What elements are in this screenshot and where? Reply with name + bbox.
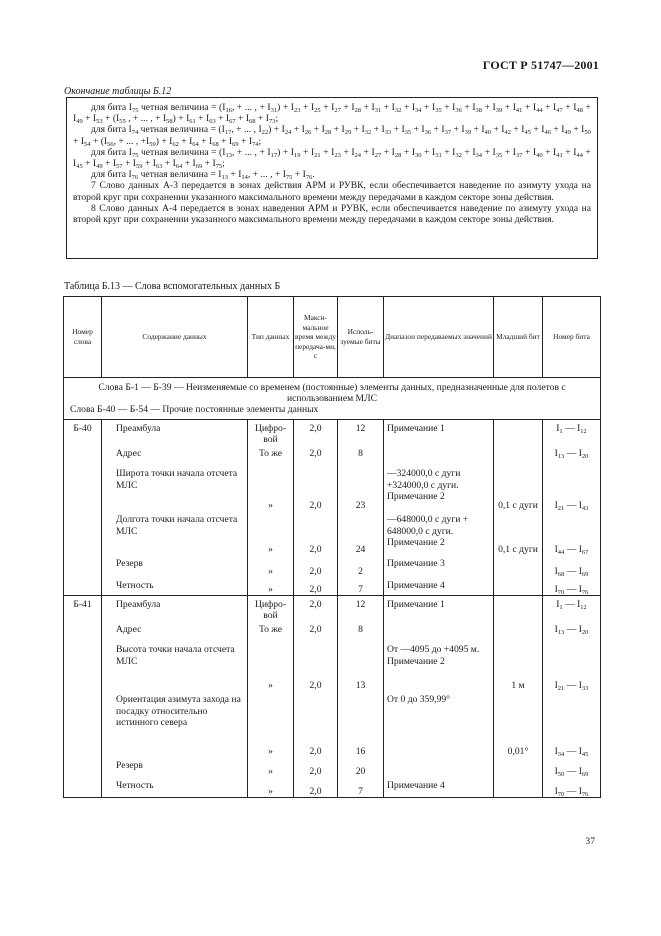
- cell-word-number: [64, 445, 102, 465]
- cell-max-time: 2,0: [294, 445, 338, 465]
- cell-bits-used: 24: [338, 511, 384, 555]
- cell-bits-used: 8: [338, 621, 384, 641]
- table-row: [64, 420, 601, 446]
- cell-lsb: [494, 555, 543, 577]
- cell-word-number: [64, 777, 102, 797]
- cell-type: »: [248, 777, 294, 797]
- cell-bit-number: $I_{13}$ — $I_{20}$: [543, 621, 601, 641]
- cell-content: Четность: [102, 577, 248, 595]
- table-row: [64, 465, 601, 511]
- cell-content: Резерв: [102, 757, 248, 777]
- page-number: 37: [585, 836, 595, 847]
- cell-bits-used: 12: [338, 420, 384, 446]
- cell-range: Примечание 4: [384, 777, 494, 797]
- table-row: [64, 691, 601, 757]
- cell-max-time: 2,0: [294, 511, 338, 555]
- col-lsb: Младший бит: [494, 297, 543, 378]
- cell-bit-number: $I_{34}$ — $I_{45}$: [543, 691, 601, 757]
- cell-word-number: [64, 757, 102, 777]
- cell-type: »: [248, 465, 294, 511]
- cell-bit-number: $I_{68}$ — $I_{69}$: [543, 555, 601, 577]
- cell-max-time: 2,0: [294, 420, 338, 446]
- cell-range: [384, 757, 494, 777]
- cell-range: [384, 621, 494, 641]
- cell-bit-number: $I_{50}$ — $I_{69}$: [543, 757, 601, 777]
- cell-bits-used: 2: [338, 555, 384, 577]
- cell-content: Ориентация азимута захода на посадку относительно истинного севера: [102, 691, 248, 757]
- cell-type: »: [248, 577, 294, 595]
- cell-content: Долгота точки начала отсчета МЛС: [102, 511, 248, 555]
- col-range: Диапазон передаваемых значений: [384, 297, 494, 378]
- cell-bits-used: 13: [338, 641, 384, 691]
- cell-word-number: [64, 465, 102, 511]
- cell-word-number: [64, 621, 102, 641]
- cell-range: Примечание 1: [384, 595, 494, 621]
- table-row: [64, 757, 601, 777]
- parity-line-4: для бита $I_{76}$ четная величина = $I_{13} + I_{14}$, + ... , + $I_{75} + I_{76}$.: [91, 169, 315, 182]
- cell-bit-number: $I_1$ — $I_{12}$: [543, 595, 601, 621]
- table-row: [64, 555, 601, 577]
- table-row: [64, 777, 601, 797]
- cell-bits-used: 12: [338, 595, 384, 621]
- cell-bits-used: 20: [338, 757, 384, 777]
- cell-range: От 0 до 359,99°: [384, 691, 494, 757]
- table-row: [64, 511, 601, 555]
- cell-lsb: [494, 577, 543, 595]
- cell-bit-number: $I_{70}$ — $I_{76}$: [543, 577, 601, 595]
- cell-type: »: [248, 555, 294, 577]
- cell-max-time: 2,0: [294, 757, 338, 777]
- cell-type: »: [248, 641, 294, 691]
- table-row: [64, 577, 601, 595]
- note-7: 7 Слово данных А-3 передается в зонах действия АРМ и РУВК, если обеспечивается наведение по азимуту ухода на второй круг при сохранении указанного максимального времени между передачами в каждом секторе зоны действия.: [73, 180, 591, 203]
- col-bits-used: Исполь-зуемые биты: [338, 297, 384, 378]
- parity-line-3: для бита $I_{75}$ четная величина = ($I_{13}$, + ... , + $I_{17}) + I_{19} + I_{21} + I_{23} + I_{24} + I_{27} + I_{28} + I_{30} + I_{31} + I_{32} + I_{34} + I_{35} + I_{37} + I_{40} + I_{41} + I_{44} + I_{45} + I_{49} + I_{57} + I_{59} + I_{63} + I_{64} + I_{69} + I_{75}$;: [73, 146, 591, 171]
- standard-number: ГОСТ Р 51747—2001: [482, 58, 599, 72]
- cell-bit-number: $I_{21}$ — $I_{43}$: [543, 465, 601, 511]
- cell-max-time: 2,0: [294, 577, 338, 595]
- col-bit-number: Номер бита: [543, 297, 601, 378]
- cell-lsb: [494, 777, 543, 797]
- col-word-number: Номер слова: [64, 297, 102, 378]
- cell-lsb: [494, 595, 543, 621]
- table-row: [64, 641, 601, 691]
- cell-range: Примечание 4: [384, 577, 494, 595]
- cell-lsb: 0,1 с дуги: [494, 511, 543, 555]
- section-row: [64, 378, 601, 420]
- cell-lsb: 1 м: [494, 641, 543, 691]
- cell-max-time: 2,0: [294, 641, 338, 691]
- cell-range: От —4095 до +4095 м. Примечание 2: [384, 641, 494, 691]
- cell-type: Цифро-вой: [248, 420, 294, 446]
- table-continuation-label: Окончание таблицы Б.12: [64, 86, 172, 97]
- cell-word-number: [64, 691, 102, 757]
- cell-bits-used: 7: [338, 577, 384, 595]
- cell-word-number: [64, 555, 102, 577]
- parity-notes-box: [66, 97, 598, 259]
- cell-word-number: [64, 577, 102, 595]
- col-type: Тип данных: [248, 297, 294, 378]
- cell-lsb: 0,1 с дуги: [494, 465, 543, 511]
- col-max-time: Макси-мальное время между передача-ми, с: [294, 297, 338, 378]
- section-heading-1: Слова Б-1 — Б-39 — Неизменяемые со временем (постоянные) элементы данных, предназначенные для полетов с использованием МЛС: [98, 382, 566, 404]
- cell-word-number: Б-40: [64, 420, 102, 446]
- cell-bit-number: $I_{13}$ — $I_{20}$: [543, 445, 601, 465]
- table-row: [64, 445, 601, 465]
- cell-bits-used: 8: [338, 445, 384, 465]
- cell-content: Адрес: [102, 621, 248, 641]
- cell-max-time: 2,0: [294, 595, 338, 621]
- cell-content: Широта точки начала отсчета МЛС: [102, 465, 248, 511]
- table-row: [64, 621, 601, 641]
- cell-content: Резерв: [102, 555, 248, 577]
- cell-word-number: [64, 641, 102, 691]
- cell-max-time: 2,0: [294, 691, 338, 757]
- table-header-row: [64, 297, 601, 378]
- note-8: 8 Слово данных А-4 передается в зонах наведения АРМ и РУВК, если обеспечивается наведение по азимуту ухода на второй круг при сохранении указанного максимального времени между передачами в каждом секторе зоны действия.: [73, 202, 591, 226]
- cell-range: Примечание 1: [384, 420, 494, 446]
- cell-bit-number: $I_{21}$ — $I_{33}$: [543, 641, 601, 691]
- cell-lsb: 0,01°: [494, 691, 543, 757]
- cell-bits-used: 7: [338, 777, 384, 797]
- cell-type: Цифро-вой: [248, 595, 294, 621]
- table-row: [64, 595, 601, 621]
- cell-max-time: 2,0: [294, 621, 338, 641]
- cell-type: То же: [248, 621, 294, 641]
- cell-type: То же: [248, 445, 294, 465]
- cell-content: Адрес: [102, 445, 248, 465]
- cell-bit-number: $I_1$ — $I_{12}$: [543, 420, 601, 446]
- cell-type: »: [248, 511, 294, 555]
- cell-content: Четность: [102, 777, 248, 797]
- cell-content: Преамбула: [102, 595, 248, 621]
- aux-data-table: [63, 296, 601, 798]
- cell-type: »: [248, 691, 294, 757]
- cell-bit-number: $I_{44}$ — $I_{67}$: [543, 511, 601, 555]
- table-caption: Таблица Б.13 — Слова вспомогательных данных Б: [64, 281, 281, 292]
- parity-line-2: для бита $I_{74}$ четная величина = ($I_{17}$, + ... , $I_{22}) + I_{24} + I_{26} + I_{28} + I_{29} + I_{32} + I_{33} + I_{35} + I_{36} + I_{37} + I_{39} + I_{40} + I_{42} + I_{45} + I_{46} + I_{49} + I_{50} + I_{54} + (I_{56}$, + ... , $+I_{59}) + I_{62} + I_{64} + I_{68} + I_{69} + I_{74}$;: [73, 124, 591, 148]
- cell-lsb: [494, 621, 543, 641]
- cell-content: Высота точки начала отсчета МЛС: [102, 641, 248, 691]
- cell-range: —648000,0 с дуги + 648000,0 с дуги. Примечание 2: [384, 511, 494, 555]
- cell-content: Преамбула: [102, 420, 248, 446]
- cell-word-number: [64, 511, 102, 555]
- cell-bit-number: $I_{70}$ — $I_{76}$: [543, 777, 601, 797]
- cell-max-time: 2,0: [294, 555, 338, 577]
- section-heading-2: Слова Б-40 — Б-54 — Прочие постоянные элементы данных: [70, 404, 319, 415]
- cell-bits-used: 23: [338, 465, 384, 511]
- cell-lsb: [494, 445, 543, 465]
- cell-lsb: [494, 420, 543, 446]
- cell-range: [384, 445, 494, 465]
- cell-max-time: 2,0: [294, 777, 338, 797]
- cell-max-time: 2,0: [294, 465, 338, 511]
- cell-word-number: Б-41: [64, 595, 102, 621]
- cell-type: »: [248, 757, 294, 777]
- cell-lsb: [494, 757, 543, 777]
- cell-range: —324000,0 с дуги +324000,0 с дуги. Примечание 2: [384, 465, 494, 511]
- parity-line-1: для бита $I_{75}$ четная величина = ($I_{16}$, + ... , + $I_{31}) + I_{23} + I_{25} + I_{27} + I_{28} + I_{31} + I_{32} + I_{34} + I_{35} + I_{36} + I_{38} + I_{39} + I_{41} + I_{44} + I_{47} + I_{48} + I_{49} + I_{53} + (I_{55}$ , + ... , + $I_{58}) + I_{61} + I_{63} + I_{67} + I_{68} + I_{73}$;: [73, 102, 591, 126]
- cell-bits-used: 16: [338, 691, 384, 757]
- col-content: Содержание данных: [102, 297, 248, 378]
- cell-range: Примечание 3: [384, 555, 494, 577]
